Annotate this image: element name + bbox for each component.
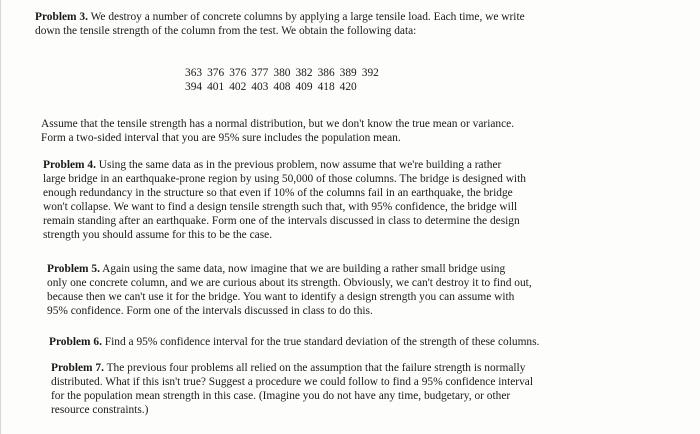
problem-3-line-1 — [35, 10, 635, 24]
problem-7-text-1: The previous four problems all relied on the assumption that the failure strength is normally — [106, 362, 526, 374]
problem-4-text-1: Using the same data as in the previous problem, now assume that we're building a rather — [98, 159, 502, 171]
strength-data-table — [185, 66, 384, 94]
data-cell: 418 — [317, 81, 335, 93]
data-cell: 363 — [185, 67, 203, 79]
data-cell: 386 — [317, 67, 335, 79]
problem-5-line-1 — [47, 262, 647, 276]
problem-4-heading: Problem 4. — [43, 159, 96, 171]
data-cell: 408 — [273, 81, 291, 93]
problem-3-assume-line-1: Assume that the tensile strength has a normal distribution, but we don't know the true mean or variance. — [41, 118, 515, 130]
problem-4-line-3: enough redundancy in the structure so that even if 10% of the columns fail in an earthquake, the bridge — [43, 187, 513, 199]
data-cell: 402 — [229, 81, 247, 93]
data-cell: 409 — [295, 81, 313, 93]
problem-3-assumption — [41, 117, 641, 145]
problem-3-text-1: We destroy a number of concrete columns by applying a large tensile load. Each time, we write — [90, 11, 525, 23]
problem-5-line-2: only one concrete column, and we are curious about its strength. Obviously, we can't destroy it to find out, — [47, 277, 532, 289]
data-row-2 — [185, 80, 384, 94]
problem-7-line-4: resource constraints.) — [51, 404, 149, 416]
data-cell: 394 — [185, 81, 203, 93]
data-cell: 401 — [207, 81, 225, 93]
problem-5-heading: Problem 5. — [47, 263, 100, 275]
data-cell — [362, 80, 384, 94]
data-cell: 376 — [229, 67, 247, 79]
problem-7-heading: Problem 7. — [51, 362, 104, 374]
problem-5-line-3: because then we can't use it for the bridge. You want to identify a design strength you can assume with — [47, 291, 515, 303]
problem-5-line-4: 95% confidence. Form one of the intervals discussed in class to do this. — [47, 305, 373, 317]
problem-6-line-1 — [49, 335, 649, 349]
problem-4-line-1 — [43, 158, 643, 172]
problem-4-line-5: remain standing after an earthquake. Form one of the intervals discussed in class to determine the design — [43, 215, 520, 227]
problem-3-heading: Problem 3. — [35, 11, 88, 23]
problem-6-text: Find a 95% confidence interval for the true standard deviation of the strength of these columns. — [104, 336, 540, 348]
data-cell: 389 — [339, 67, 357, 79]
problem-3-intro — [35, 10, 635, 38]
problem-5 — [47, 262, 647, 318]
data-cell: 377 — [251, 67, 269, 79]
problem-7-line-1 — [51, 361, 651, 375]
data-cell: 380 — [273, 67, 291, 79]
problem-3-assume-line-2: Form a two-sided interval that you are 95% sure includes the population mean. — [41, 132, 401, 144]
problem-4-line-6: strength you should assume for this to be the case. — [43, 229, 273, 241]
problem-4 — [43, 158, 643, 242]
data-cell: 403 — [251, 81, 269, 93]
problem-3-line-2: down the tensile strength of the column from the test. We obtain the following data: — [35, 25, 417, 37]
data-row-1 — [185, 66, 384, 80]
problem-6-heading: Problem 6. — [49, 336, 102, 348]
problem-4-line-2: large bridge in an earthquake-prone region by using 50,000 of those columns. The bridge is designed with — [43, 173, 526, 185]
problem-7-line-2: distributed. What if this isn't true? Suggest a procedure we could follow to find a 95% confidence interval — [51, 376, 534, 388]
problem-7 — [51, 361, 651, 417]
problem-7-line-3: for the population mean strength in this case. (Imagine you do not have any time, budgetary, or other — [51, 390, 511, 402]
problem-5-text-1: Again using the same data, now imagine that we are building a rather small bridge using — [102, 263, 506, 275]
data-cell: 376 — [207, 67, 225, 79]
problem-6 — [49, 335, 649, 349]
data-cell: 420 — [339, 81, 357, 93]
data-cell: 382 — [295, 67, 313, 79]
data-cell: 392 — [361, 67, 379, 79]
problem-4-line-4: won't collapse. We want to find a design tensile strength such that, with 95% confidence, the bridge will — [43, 201, 518, 213]
